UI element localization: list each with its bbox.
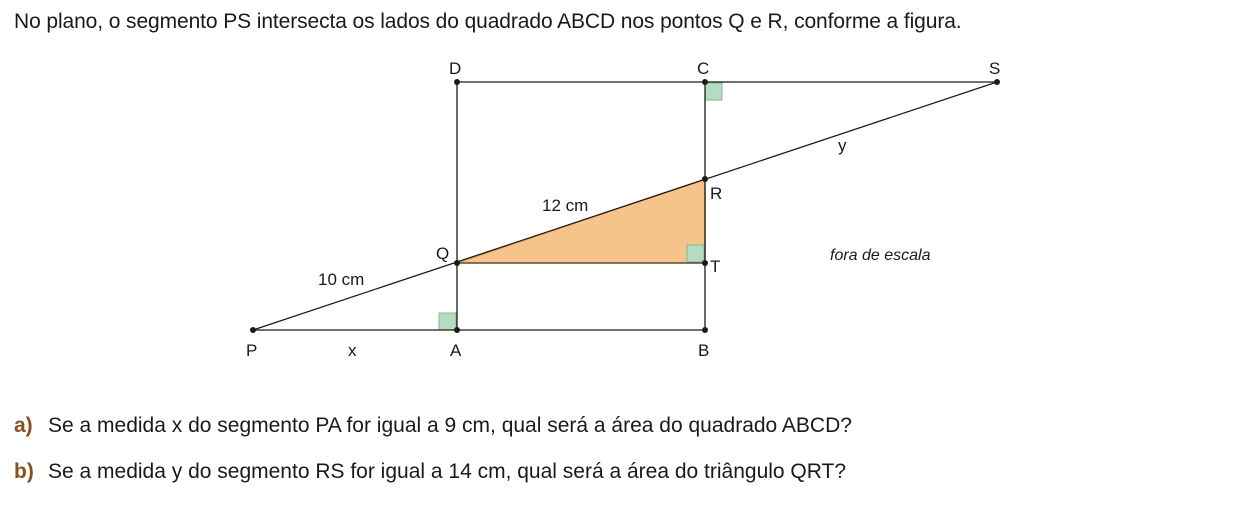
label-b: B [698, 341, 710, 360]
measure-pq: 10 cm [318, 270, 365, 289]
measure-rs: y [838, 136, 847, 155]
right-angle-c [705, 83, 722, 100]
right-angle-t [687, 245, 704, 262]
segment-ps [253, 82, 997, 330]
label-d: D [449, 59, 462, 78]
question-a [14, 414, 852, 438]
point-s [994, 79, 1000, 85]
label-q: Q [436, 244, 450, 263]
intro-text: No plano, o segmento PS intersecta os lados do quadrado ABCD nos pontos Q e R, conforme a figura. [14, 10, 962, 33]
right-angle-a [439, 313, 456, 330]
point-c [702, 79, 708, 85]
point-q [454, 260, 460, 266]
point-p [250, 327, 256, 333]
point-t [702, 260, 708, 266]
label-r: R [710, 184, 723, 203]
point-r [702, 176, 708, 182]
question-b-label: b) [14, 460, 34, 483]
label-a: A [450, 341, 462, 360]
question-a-label: a) [14, 414, 33, 437]
label-c: C [697, 59, 710, 78]
question-b-text: Se a medida y do segmento RS for igual a 14 cm, qual será a área do triângulo QRT? [48, 460, 847, 483]
point-b [702, 327, 708, 333]
point-a [454, 327, 460, 333]
point-d [454, 79, 460, 85]
label-p: P [246, 341, 258, 360]
measure-qr: 12 cm [542, 196, 589, 215]
label-t: T [710, 257, 721, 276]
scale-note: fora de escala [830, 247, 931, 264]
question-b [14, 460, 846, 484]
question-a-text: Se a medida x do segmento PA for igual a 9 cm, qual será a área do quadrado ABCD? [48, 414, 852, 437]
label-s: S [989, 59, 1001, 78]
measure-pa: x [348, 341, 357, 360]
